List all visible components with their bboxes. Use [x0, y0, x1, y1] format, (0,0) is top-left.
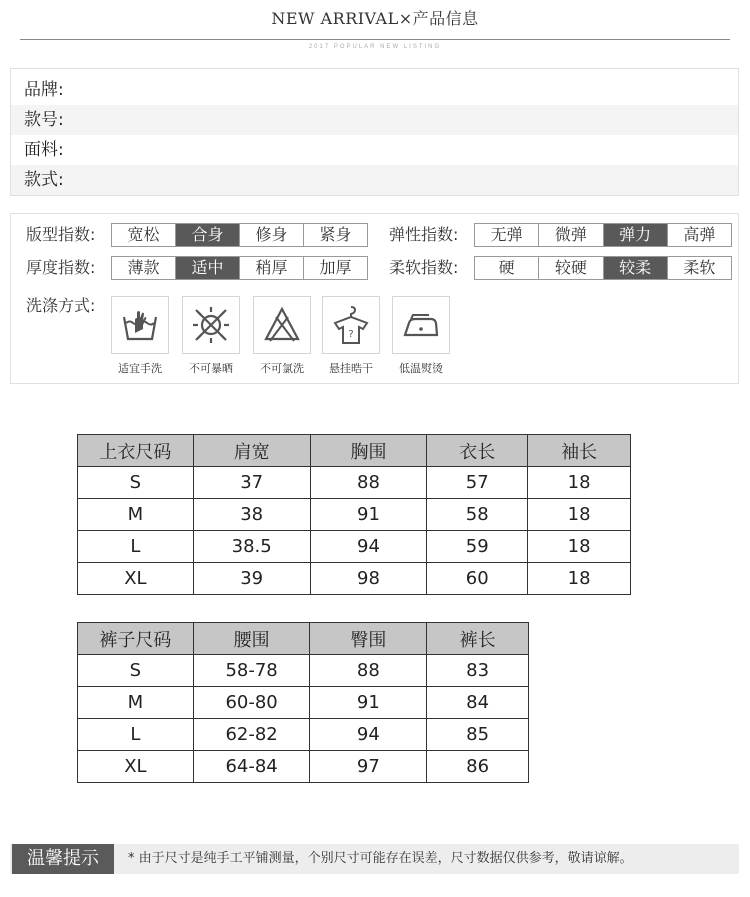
table-header-cell: 袖长	[528, 435, 631, 467]
table-cell: 59	[427, 531, 528, 563]
softness-option: 较硬	[539, 257, 603, 279]
thickness-option: 适中	[176, 257, 240, 279]
low-iron-icon	[392, 296, 450, 354]
page-subtitle: 2017 POPULAR NEW LISTING	[308, 44, 442, 50]
wash-caption: 不可氯洗	[260, 362, 304, 375]
table-row	[78, 687, 529, 719]
notice-badge: 温馨提示	[12, 844, 114, 874]
table-cell: 60	[427, 563, 528, 595]
table-cell: 88	[310, 655, 427, 687]
table-header-cell: 裤子尺码	[78, 623, 194, 655]
table-cell: 37	[193, 467, 310, 499]
thickness-index-label: 厚度指数:	[26, 258, 96, 277]
wash-item-sun	[182, 296, 240, 376]
table-header-cell: 腰围	[193, 623, 310, 655]
table-cell: 57	[427, 467, 528, 499]
table-row	[78, 719, 529, 751]
elastic-index-label: 弹性指数:	[389, 225, 459, 244]
softness-option: 柔软	[683, 258, 716, 277]
no-bleach-icon	[253, 296, 311, 354]
table-row	[78, 563, 631, 595]
wash-item-iron	[392, 296, 450, 376]
table-cell: 97	[310, 751, 427, 783]
wash-caption: 不可暴晒	[189, 362, 233, 375]
washing-label: 洗涤方式:	[26, 296, 96, 315]
table-cell: 62-82	[193, 719, 310, 751]
table-cell: M	[78, 499, 194, 531]
table-header-cell: 肩宽	[193, 435, 310, 467]
table-cell: 84	[427, 687, 529, 719]
table-header-row	[78, 435, 631, 467]
table-cell: 91	[310, 499, 427, 531]
table-row	[78, 751, 529, 783]
table-cell: 94	[310, 531, 427, 563]
table-cell: L	[78, 531, 194, 563]
page-title: NEW ARRIVAL×产品信息	[271, 9, 479, 28]
wash-item-hand	[111, 296, 169, 376]
table-cell: XL	[78, 563, 194, 595]
elastic-index-scale	[474, 223, 732, 247]
table-cell: 18	[528, 563, 631, 595]
table-cell: 38.5	[193, 531, 310, 563]
wash-caption: 低温熨烫	[399, 362, 443, 375]
table-header-cell: 臀围	[310, 623, 427, 655]
elastic-option: 弹力	[604, 224, 668, 246]
table-cell: 18	[528, 531, 631, 563]
table-cell: 58-78	[193, 655, 310, 687]
header-divider	[20, 39, 730, 40]
style-label: 款式:	[11, 165, 738, 195]
table-cell: 86	[427, 751, 529, 783]
softness-option: 较柔	[604, 257, 668, 279]
table-cell: XL	[78, 751, 194, 783]
style-no-label: 款号:	[11, 105, 738, 135]
table-cell: 85	[427, 719, 529, 751]
thickness-index-scale	[111, 256, 368, 280]
softness-option: 硬	[475, 257, 539, 279]
notice-bar	[10, 844, 739, 874]
table-row	[78, 655, 529, 687]
table-cell: 94	[310, 719, 427, 751]
thickness-option: 薄款	[112, 257, 176, 279]
table-cell: 18	[528, 499, 631, 531]
softness-index-label: 柔软指数:	[389, 258, 459, 277]
hang-dry-icon	[322, 296, 380, 354]
wash-caption: 适宜手洗	[118, 362, 162, 375]
page-header	[0, 8, 750, 30]
table-header-cell: 上衣尺码	[78, 435, 194, 467]
hand-wash-icon	[111, 296, 169, 354]
table-cell: M	[78, 687, 194, 719]
table-cell: L	[78, 719, 194, 751]
table-row	[78, 531, 631, 563]
table-cell: 91	[310, 687, 427, 719]
table-cell: 39	[193, 563, 310, 595]
table-cell: 60-80	[193, 687, 310, 719]
thickness-option: 加厚	[319, 258, 352, 277]
elastic-option: 高弹	[683, 225, 716, 244]
table-header-cell: 胸围	[310, 435, 427, 467]
fit-option: 合身	[176, 224, 240, 246]
fit-option: 修身	[240, 224, 304, 246]
table-header-row	[78, 623, 529, 655]
elastic-option: 微弹	[539, 224, 603, 246]
table-cell: 58	[427, 499, 528, 531]
wash-item-bleach	[253, 296, 311, 376]
notice-text: * 由于尺寸是纯手工平铺测量，个别尺寸可能存在误差，尺寸数据仅供参考，敬请谅解。	[128, 851, 633, 866]
fabric-label: 面料:	[24, 140, 64, 160]
table-header-cell: 裤长	[427, 623, 529, 655]
table-cell: 64-84	[193, 751, 310, 783]
fit-option: 宽松	[112, 224, 176, 246]
table-cell: 98	[310, 563, 427, 595]
table-cell: S	[78, 655, 194, 687]
table-row	[78, 499, 631, 531]
fit-index-label: 版型指数:	[26, 225, 96, 244]
table-cell: 18	[528, 467, 631, 499]
table-cell: 88	[310, 467, 427, 499]
softness-index-scale	[474, 256, 732, 280]
table-cell: 83	[427, 655, 529, 687]
no-sun-icon	[182, 296, 240, 354]
thickness-option: 稍厚	[240, 257, 304, 279]
table-cell: 38	[193, 499, 310, 531]
pants-size-table	[77, 622, 529, 783]
table-header-cell: 衣长	[427, 435, 528, 467]
table-row	[78, 467, 631, 499]
product-info-box	[10, 68, 739, 196]
elastic-option: 无弹	[475, 224, 539, 246]
brand-label: 品牌:	[24, 80, 64, 100]
top-size-table	[77, 434, 631, 595]
wash-caption: 悬挂晧干	[329, 362, 373, 375]
fit-option: 紧身	[319, 225, 352, 244]
svg-text:?: ?	[348, 329, 354, 340]
wash-item-hang	[322, 296, 380, 376]
fit-index-scale	[111, 223, 368, 247]
table-cell: S	[78, 467, 194, 499]
